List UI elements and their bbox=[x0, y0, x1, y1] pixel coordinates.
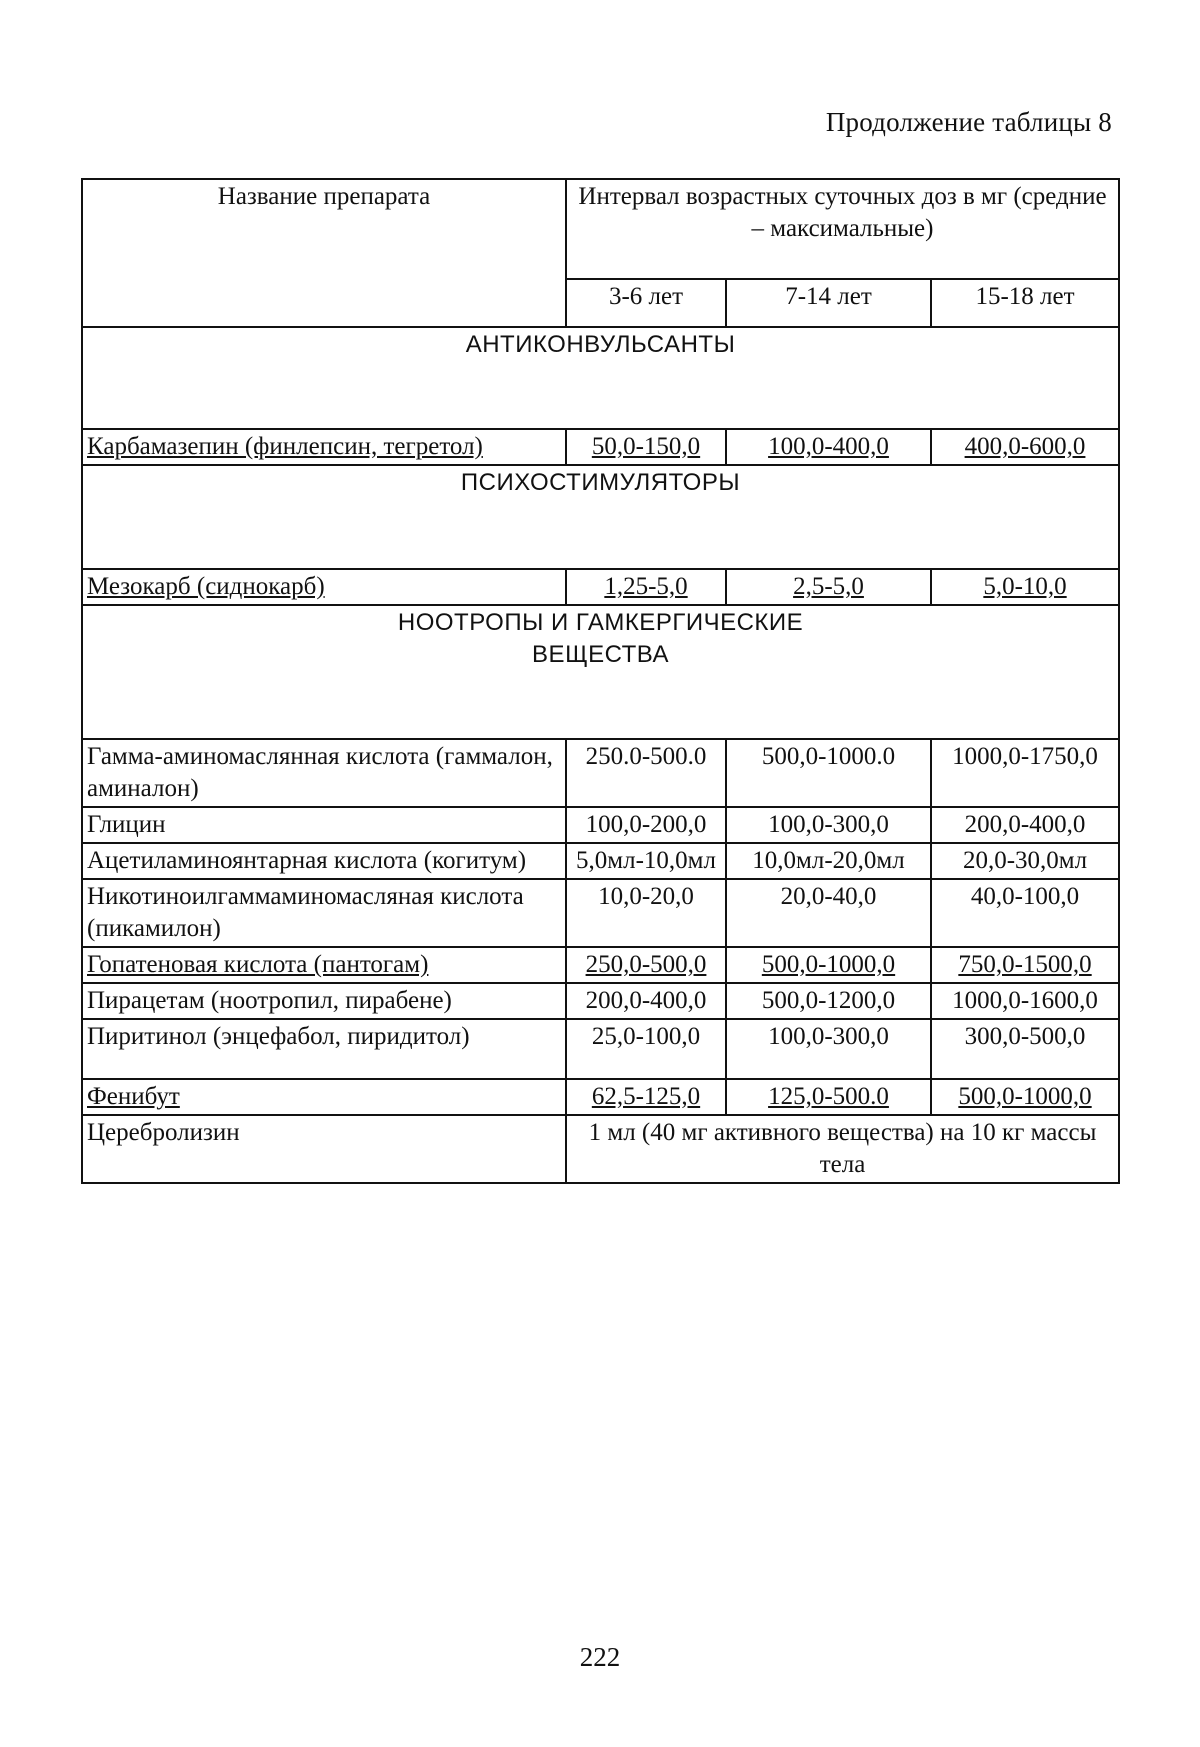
drug-name: Пиритинол (энцефабол, пиридитол) bbox=[82, 1019, 566, 1079]
dose-text: 500,0-1000,0 bbox=[761, 951, 896, 978]
drug-name: Гамма-аминомаслянная кислота (гаммалон, аминалон) bbox=[82, 739, 566, 807]
dose-15-18 bbox=[931, 429, 1119, 465]
drug-name-text: Фенибут bbox=[87, 1083, 180, 1110]
dose-text: 400,0-600,0 bbox=[964, 433, 1086, 460]
drug-name: Пирацетам (ноотропил, пирабене) bbox=[82, 983, 566, 1019]
dose-7-14 bbox=[726, 429, 931, 465]
section-title-line: НООТРОПЫ И ГАМКЕРГИЧЕСКИЕ bbox=[397, 609, 804, 636]
dose-text: 750,0-1500,0 bbox=[958, 951, 1092, 978]
section-title-psychostimulants: ПСИХОСТИМУЛЯТОРЫ bbox=[82, 465, 1119, 569]
dose-text: 5,0-10,0 bbox=[983, 573, 1067, 600]
dose-15-18: 1000,0-1600,0 bbox=[931, 983, 1119, 1019]
dose-15-18: 40,0-100,0 bbox=[931, 879, 1119, 947]
drug-name-column-header: Название препарата bbox=[82, 179, 566, 327]
dose-15-18: 200,0-400,0 bbox=[931, 807, 1119, 843]
section-title-line: ВЕЩЕСТВА bbox=[532, 641, 669, 668]
dose-text: 500,0-1000,0 bbox=[958, 1083, 1092, 1110]
table-header-row bbox=[82, 179, 1119, 279]
drug-name-text: Карбамазепин (финлепсин, тегретол) bbox=[87, 433, 483, 460]
drug-name-text: Гопатеновая кислота (пантогам) bbox=[87, 951, 429, 978]
table-row bbox=[82, 947, 1119, 983]
table-row bbox=[82, 569, 1119, 605]
table-row bbox=[82, 1115, 1119, 1183]
dose-table bbox=[81, 178, 1120, 1184]
drug-name-text: Мезокарб (сиднокарб) bbox=[87, 573, 325, 600]
dose-7-14: 20,0-40,0 bbox=[726, 879, 931, 947]
section-row bbox=[82, 605, 1119, 739]
age-header-15-18: 15-18 лет bbox=[931, 279, 1119, 327]
dose-3-6 bbox=[566, 569, 726, 605]
table-row bbox=[82, 879, 1119, 947]
dose-text: 50,0-150,0 bbox=[591, 433, 701, 460]
table-row bbox=[82, 739, 1119, 807]
table-row bbox=[82, 807, 1119, 843]
dose-7-14 bbox=[726, 1079, 931, 1115]
table-row bbox=[82, 843, 1119, 879]
dose-7-14: 10,0мл-20,0мл bbox=[726, 843, 931, 879]
drug-name: Глицин bbox=[82, 807, 566, 843]
dose-3-6: 10,0-20,0 bbox=[566, 879, 726, 947]
dose-3-6 bbox=[566, 947, 726, 983]
dose-15-18: 20,0-30,0мл bbox=[931, 843, 1119, 879]
table-row bbox=[82, 429, 1119, 465]
section-row bbox=[82, 327, 1119, 429]
drug-name bbox=[82, 947, 566, 983]
table-row bbox=[82, 983, 1119, 1019]
dose-text: 100,0-400,0 bbox=[768, 433, 889, 460]
dose-interval-header: Интервал возрастных суточных доз в мг (средние – максимальные) bbox=[566, 179, 1119, 279]
dose-15-18 bbox=[931, 1079, 1119, 1115]
dose-3-6: 5,0мл-10,0мл bbox=[566, 843, 726, 879]
dose-7-14: 500,0-1200,0 bbox=[726, 983, 931, 1019]
dose-3-6: 25,0-100,0 bbox=[566, 1019, 726, 1079]
age-header-3-6: 3-6 лет bbox=[566, 279, 726, 327]
dose-text: 250,0-500,0 bbox=[585, 951, 707, 978]
dose-text: 125,0-500.0 bbox=[768, 1083, 889, 1110]
dose-3-6: 250.0-500.0 bbox=[566, 739, 726, 807]
age-header-7-14: 7-14 лет bbox=[726, 279, 931, 327]
dose-15-18: 300,0-500,0 bbox=[931, 1019, 1119, 1079]
section-row bbox=[82, 465, 1119, 569]
table-row bbox=[82, 1019, 1119, 1079]
dose-3-6 bbox=[566, 429, 726, 465]
dose-3-6: 100,0-200,0 bbox=[566, 807, 726, 843]
drug-name bbox=[82, 1079, 566, 1115]
table-row bbox=[82, 1079, 1119, 1115]
dose-15-18: 1000,0-1750,0 bbox=[931, 739, 1119, 807]
dose-text: 2,5-5,0 bbox=[793, 573, 864, 600]
dose-15-18 bbox=[931, 947, 1119, 983]
dose-15-18 bbox=[931, 569, 1119, 605]
drug-name: Ацетиламиноянтарная кислота (когитум) bbox=[82, 843, 566, 879]
dose-7-14: 100,0-300,0 bbox=[726, 1019, 931, 1079]
dose-3-6: 200,0-400,0 bbox=[566, 983, 726, 1019]
drug-name bbox=[82, 569, 566, 605]
dose-7-14: 100,0-300,0 bbox=[726, 807, 931, 843]
drug-name: Никотиноилгаммаминомасляная кислота (пикамилон) bbox=[82, 879, 566, 947]
section-title-nootropics bbox=[82, 605, 1119, 739]
drug-name bbox=[82, 429, 566, 465]
dose-merged-all-ages: 1 мл (40 мг активного вещества) на 10 кг массы тела bbox=[566, 1115, 1119, 1183]
drug-name: Церебролизин bbox=[82, 1115, 566, 1183]
dose-3-6 bbox=[566, 1079, 726, 1115]
dose-text: 1,25-5,0 bbox=[604, 573, 688, 600]
dose-7-14 bbox=[726, 947, 931, 983]
dose-7-14: 500,0-1000.0 bbox=[726, 739, 931, 807]
dose-7-14 bbox=[726, 569, 931, 605]
page-number: 222 bbox=[579, 1642, 621, 1672]
section-title-anticonvulsants: АНТИКОНВУЛЬСАНТЫ bbox=[82, 327, 1119, 429]
dose-text: 62,5-125,0 bbox=[591, 1083, 701, 1110]
table-continuation-label: Продолжение таблицы 8 bbox=[825, 107, 1112, 137]
